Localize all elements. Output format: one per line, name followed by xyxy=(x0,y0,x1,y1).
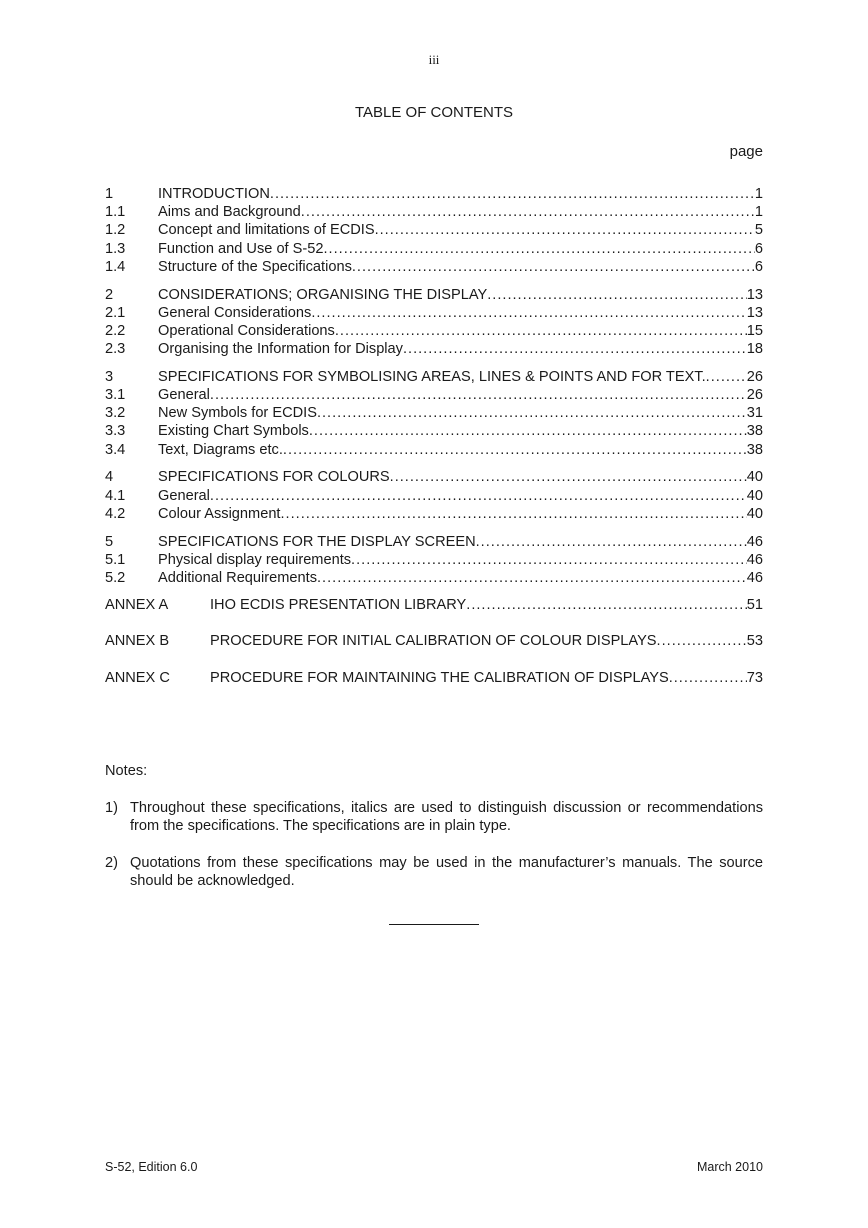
toc-entry-title: Aims and Background xyxy=(158,204,301,221)
toc-entry-page: 13 xyxy=(746,304,763,321)
toc-entry[interactable] xyxy=(105,551,763,569)
toc-entry[interactable] xyxy=(105,386,763,404)
toc-entry-number: 1.1 xyxy=(105,204,126,221)
toc-entry-number: 5.1 xyxy=(105,551,126,568)
toc-entry-number: 5.2 xyxy=(105,569,126,586)
toc-entry-title: PROCEDURE FOR INITIAL CALIBRATION OF COLOUR DISPLAYS xyxy=(210,633,657,650)
toc-dot-leader xyxy=(375,221,755,239)
toc-entry-title: New Symbols for ECDIS xyxy=(158,405,317,422)
toc-entry[interactable] xyxy=(105,240,763,258)
toc-entry-number: 1.3 xyxy=(105,240,126,257)
toc-dot-leader xyxy=(476,533,747,551)
toc-entry-page: 1 xyxy=(754,204,763,221)
toc-entry[interactable] xyxy=(105,258,763,276)
toc-entry-number: 3 xyxy=(105,368,114,385)
notes-heading: Notes: xyxy=(105,763,148,779)
toc-entry-page: 46 xyxy=(746,569,763,586)
toc-entry[interactable] xyxy=(105,368,763,386)
toc-entry-page: 38 xyxy=(746,441,763,458)
toc-dot-leader xyxy=(301,203,755,221)
toc-entry[interactable] xyxy=(105,203,763,221)
toc-dot-leader xyxy=(657,632,747,650)
toc-entry-number: 1 xyxy=(105,186,114,202)
toc-entry-number: 1.4 xyxy=(105,258,126,275)
footer-edition: S-52, Edition 6.0 xyxy=(105,1160,198,1174)
toc-dot-leader xyxy=(210,487,747,505)
toc-entry-title: Structure of the Specifications xyxy=(158,258,352,275)
note-item xyxy=(105,799,763,836)
toc-dot-leader xyxy=(317,569,747,587)
toc-entry-number: 2.2 xyxy=(105,322,126,339)
toc-dot-leader xyxy=(403,340,747,358)
toc-entry[interactable] xyxy=(105,404,763,422)
toc-entry-page: 40 xyxy=(746,505,763,522)
toc-entry-page: 13 xyxy=(746,286,763,303)
toc-entry-title: Function and Use of S-52 xyxy=(158,240,324,257)
toc-entry-number: 4 xyxy=(105,469,114,486)
toc-entry-number: 4.1 xyxy=(105,487,126,504)
toc-dot-leader xyxy=(210,386,747,404)
toc-dot-leader xyxy=(669,669,747,687)
toc-entry[interactable] xyxy=(105,185,763,203)
toc-entry-page: 46 xyxy=(746,533,763,550)
toc-entry-number: 3.4 xyxy=(105,441,126,458)
toc-entry-page: 40 xyxy=(746,469,763,486)
toc-entry-title: PROCEDURE FOR MAINTAINING THE CALIBRATION OF DISPLAYS xyxy=(210,669,669,686)
toc-dot-leader xyxy=(324,240,755,258)
toc-entry[interactable] xyxy=(105,632,763,650)
toc-entry-title: Colour Assignment xyxy=(158,505,281,522)
toc-entry-page: 6 xyxy=(754,258,763,275)
toc-entry-page: 18 xyxy=(746,341,763,358)
toc-entry-page: 26 xyxy=(746,387,763,404)
toc-entry-number: 3.3 xyxy=(105,423,126,440)
toc-entry[interactable] xyxy=(105,533,763,551)
toc-entry-number: ANNEX C xyxy=(105,669,170,686)
toc-entry[interactable] xyxy=(105,340,763,358)
toc-dot-leader xyxy=(706,368,747,386)
toc-entry-title: SPECIFICATIONS FOR THE DISPLAY SCREEN xyxy=(158,533,476,550)
toc-dot-leader xyxy=(311,304,746,322)
page-title: TABLE OF CONTENTS xyxy=(354,104,514,121)
toc-entry[interactable] xyxy=(105,322,763,340)
toc-entry-page: 1 xyxy=(754,186,763,202)
toc-entry[interactable] xyxy=(105,422,763,440)
toc-entry-number: 5 xyxy=(105,533,114,550)
table-of-contents xyxy=(105,185,763,687)
toc-dot-leader xyxy=(309,422,747,440)
toc-dot-leader xyxy=(281,505,747,523)
toc-entry-title: Additional Requirements xyxy=(158,569,317,586)
toc-entry-page: 5 xyxy=(754,222,763,239)
toc-entry-title: IHO ECDIS PRESENTATION LIBRARY xyxy=(210,597,467,614)
toc-dot-leader xyxy=(317,404,747,422)
toc-dot-leader xyxy=(352,258,755,276)
toc-entry[interactable] xyxy=(105,468,763,486)
toc-entry-title: INTRODUCTION xyxy=(158,186,270,202)
toc-entry-title: SPECIFICATIONS FOR COLOURS xyxy=(158,469,390,486)
toc-entry-page: 40 xyxy=(746,487,763,504)
toc-entry-page: 38 xyxy=(746,423,763,440)
toc-entry-number: 2.3 xyxy=(105,341,126,358)
toc-entry-title: General xyxy=(158,487,210,504)
page-column-label: page xyxy=(729,143,763,160)
page-number: iii xyxy=(428,52,440,67)
toc-dot-leader xyxy=(351,551,747,569)
toc-dot-leader xyxy=(283,441,747,459)
toc-entry-number: 3.1 xyxy=(105,387,126,404)
toc-dot-leader xyxy=(466,596,747,614)
toc-entry-page: 53 xyxy=(746,633,763,650)
toc-entry-page: 15 xyxy=(746,322,763,339)
toc-entry-title: CONSIDERATIONS; ORGANISING THE DISPLAY xyxy=(158,286,488,303)
toc-entry-page: 51 xyxy=(746,597,763,614)
toc-entry[interactable] xyxy=(105,304,763,322)
toc-entry-number: ANNEX B xyxy=(105,633,170,650)
toc-entry-title: Organising the Information for Display xyxy=(158,341,403,358)
note-text: Throughout these specifications, italics are used to distinguish discussion or recommendations from the specifications. The specifications are in plain type. xyxy=(130,800,763,835)
toc-entry-number: 2.1 xyxy=(105,304,126,321)
toc-entry-title: General xyxy=(158,387,210,404)
toc-entry-title: SPECIFICATIONS FOR SYMBOLISING AREAS, LINES & POINTS AND FOR TEXT. xyxy=(158,368,706,385)
toc-entry[interactable] xyxy=(105,221,763,239)
toc-dot-leader xyxy=(335,322,747,340)
toc-entry-number: 2 xyxy=(105,286,114,303)
toc-entry[interactable] xyxy=(105,441,763,459)
toc-entry[interactable] xyxy=(105,505,763,523)
toc-entry[interactable] xyxy=(105,286,763,304)
toc-entry-title: Operational Considerations xyxy=(158,322,335,339)
toc-entry[interactable] xyxy=(105,669,763,687)
toc-entry-title: Existing Chart Symbols xyxy=(158,423,309,440)
toc-entry-number: 3.2 xyxy=(105,405,126,422)
note-marker: 1) xyxy=(105,800,118,816)
toc-entry-number: 1.2 xyxy=(105,222,126,239)
notes-section xyxy=(105,762,763,909)
toc-entry-title: General Considerations xyxy=(158,304,312,321)
toc-dot-leader xyxy=(390,468,747,486)
toc-entry[interactable] xyxy=(105,596,763,614)
toc-entry[interactable] xyxy=(105,487,763,505)
note-text: Quotations from these specifications may be used in the manufacturer’s manuals. The source should be acknowledged. xyxy=(130,854,763,890)
note-item xyxy=(105,854,763,891)
toc-entry[interactable] xyxy=(105,569,763,587)
toc-entry-title: Concept and limitations of ECDIS xyxy=(158,222,375,239)
note-marker: 2) xyxy=(105,854,118,871)
toc-entry-page: 6 xyxy=(754,240,763,257)
toc-entry-page: 46 xyxy=(746,551,763,568)
footer-date: March 2010 xyxy=(696,1160,763,1174)
toc-dot-leader xyxy=(487,286,747,304)
toc-entry-page: 73 xyxy=(746,669,763,686)
end-rule xyxy=(389,924,479,925)
toc-entry-title: Text, Diagrams etc. xyxy=(158,441,283,458)
toc-entry-page: 31 xyxy=(746,405,763,422)
toc-entry-page: 26 xyxy=(746,368,763,385)
toc-entry-number: 4.2 xyxy=(105,505,126,522)
toc-entry-title: Physical display requirements xyxy=(158,551,352,568)
toc-entry-number: ANNEX A xyxy=(105,597,169,614)
toc-dot-leader xyxy=(270,185,755,203)
